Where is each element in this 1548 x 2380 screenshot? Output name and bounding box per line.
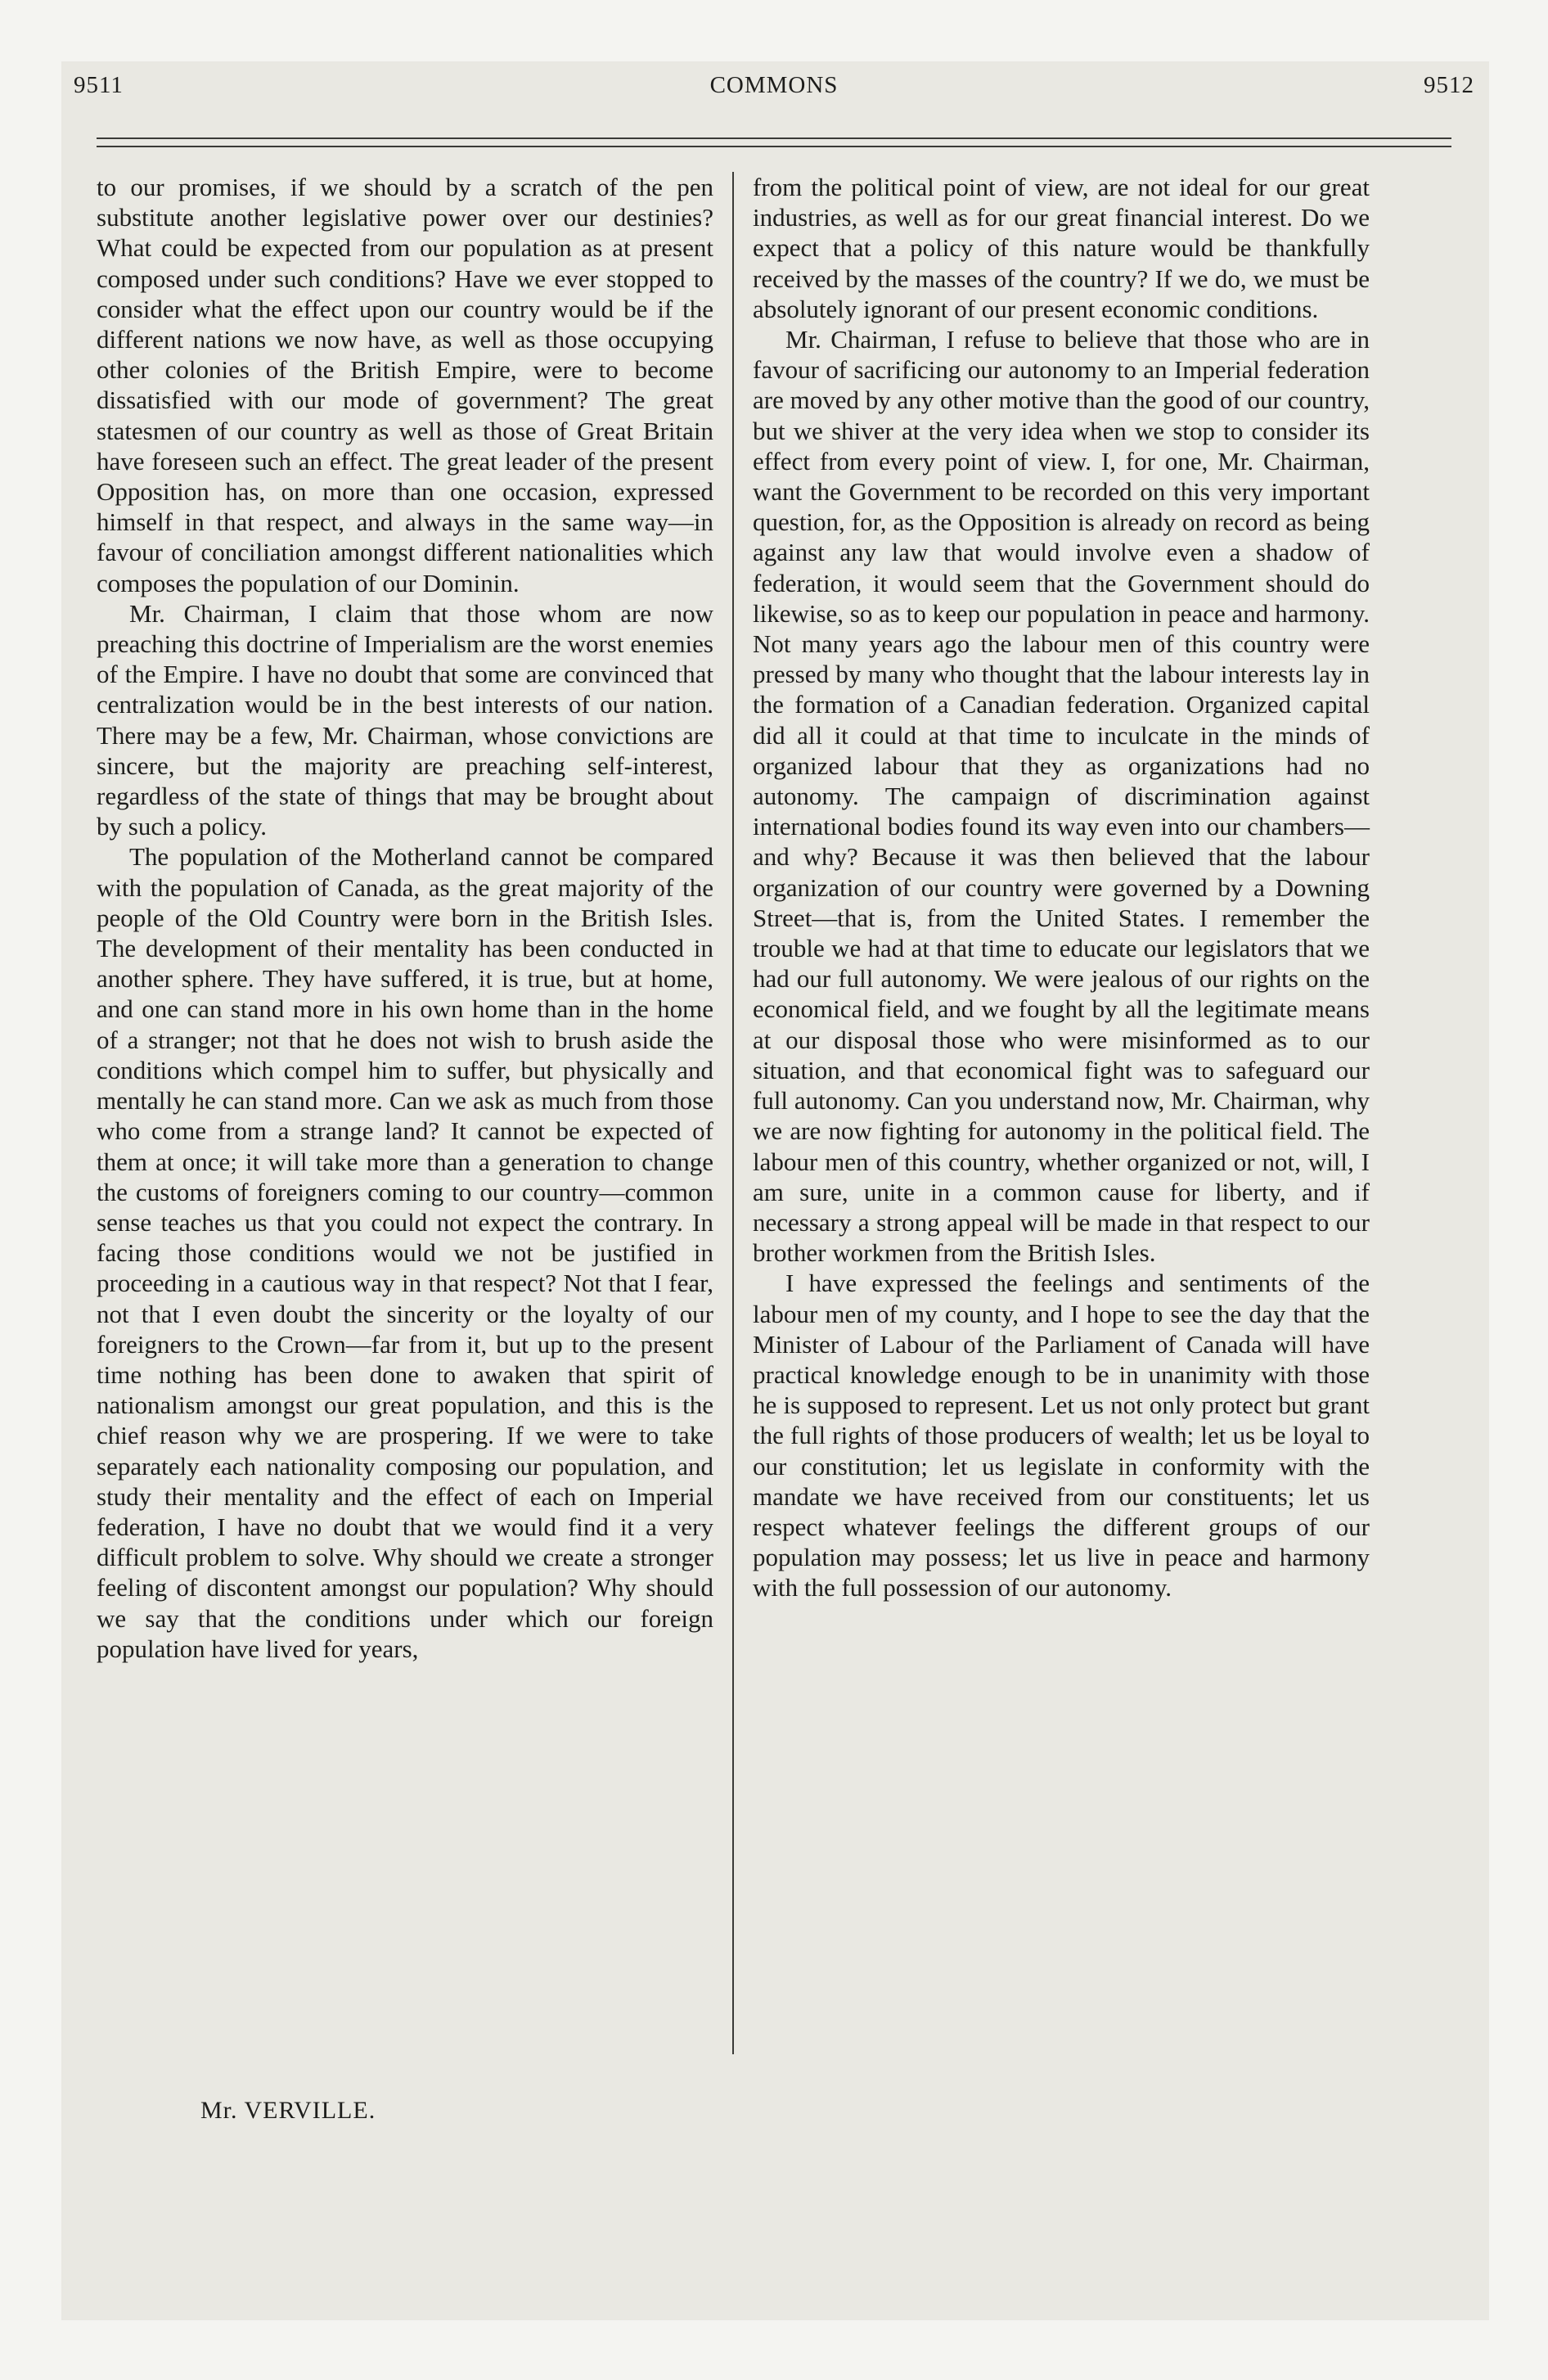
page-number-right: 9512: [1424, 72, 1474, 98]
page-title: COMMONS: [709, 72, 839, 98]
right-paragraph-2: Mr. Chairman, I refuse to believe that those who are in favour of sacrificing our autonomy to an Imperial federation are moved by any other motive than the good of our country, but we shiver at the very idea when we stop to consider its effect from every point of view. I, for one, Mr. Chairman, want the Government to be recorded on this very important question, for, as the Opposition is already on record as being against any law that would involve even a shadow of federation, it would seem that the Government should do likewise, so as to keep our population in peace and harmony. Not many years ago the labour men of this country were pressed by many who thought that the labour interests lay in the formation of a Canadian federation. Organized capital did all it could at that time to inculcate in the minds of organized labour that they as organizations had no autonomy. The campaign of discrimination against international bodies found its way even into our chambers—and why? Because it was then believed that the labour organization of our country were governed by a Downing Street—that is, from the United States. I remember the trouble we had at that time to educate our legislators that we had our full autonomy. We were jealous of our rights on the economical field, and we fought by all the legitimate means at our disposal those who were misinformed as to our situation, and that economical fight was to safeguard our full autonomy. Can you understand now, Mr. Chairman, why we are now fighting for autonomy in the political field. The labour men of this country, whether organized or not, will, I am sure, unite in a common cause for liberty, and if necessary a strong appeal will be made in that respect to our brother workmen from the British Isles.: [753, 325, 1370, 1268]
column-divider: [732, 172, 734, 2054]
page-number-left: 9511: [74, 72, 124, 98]
left-paragraph-3: The population of the Motherland cannot be compared with the population of Canada, as the great majority of the people of the Old Country were born in the British Isles. The development of their mentality has been conducted in another sphere. They have suffered, it is true, but at home, and one can stand more in his own home than in the home of a stranger; not that he does not wish to brush aside the conditions which compel him to suffer, but physically and mentally he can stand more. Can we ask as much from those who come from a strange land? It cannot be expected of them at once; it will take more than a generation to change the customs of foreigners coming to our country—common sense teaches us that you could not expect the contrary. In facing those conditions would we not be justified in proceeding in a cautious way in that respect? Not that I fear, not that I even doubt the sincerity or the loyalty of our foreigners to the Crown—far from it, but up to the present time nothing has been done to awaken that spirit of nationalism amongst our great population, and this is the chief reason why we are prospering. If we were to take separately each nationality composing our population, and study their mentality and the effect of each on Imperial federation, I have no doubt that we would find it a very difficult problem to solve. Why should we create a stronger feeling of discontent amongst our population? Why should we say that the conditions under which our foreign population have lived for years,: [97, 842, 713, 1663]
header-rule-top: [97, 137, 1451, 139]
right-paragraph-1: from the political point of view, are not ideal for our great industries, as well as for our great financial interest. Do we expect that a policy of this nature would be thankfully received by the masses of the country? If we do, we must be absolutely ignorant of our present economic conditions.: [753, 173, 1370, 323]
left-paragraph-2: Mr. Chairman, I claim that those whom are now preaching this doctrine of Imperialism are the worst enemies of the Empire. I have no doubt that some are convinced that centralization would be in the best interests of our nation. There may be a few, Mr. Chairman, whose convictions are sincere, but the majority are preaching self-interest, regardless of the state of things that may be brought about by such a policy.: [97, 598, 713, 841]
speaker-footer: Mr. VERVILLE.: [200, 2097, 376, 2124]
header-rule-bottom: [97, 146, 1451, 147]
right-paragraph-3: I have expressed the feelings and sentiments of the labour men of my county, and I hope to see the day that the Minister of Labour of the Parliament of Canada will have practical knowledge enough to be in unanimity with those he is supposed to represent. Let us not only protect but grant the full rights of those producers of wealth; let us be loyal to our constitution; let us legislate in conformity with the mandate we have received from our constituents; let us respect whatever feelings the different groups of our population may possess; let us live in peace and harmony with the full possession of our autonomy.: [753, 1269, 1370, 1602]
right-column: [753, 172, 1370, 1603]
page-header: [74, 72, 1474, 113]
left-paragraph-1: to our promises, if we should by a scratch of the pen substitute another legislative power over our destinies? What could be expected from our population as at present composed under such conditions? Have we ever stopped to consider what the effect upon our country would be if the different nations we now have, as well as those occupying other colonies of the British Empire, were to become dissatisfied with our mode of government? The great statesmen of our country as well as those of Great Britain have foreseen such an effect. The great leader of the present Opposition has, on more than one occasion, expressed himself in that respect, and always in the same way—in favour of conciliation amongst different nationalities which composes the population of our Dominin.: [97, 173, 713, 597]
left-column: [97, 172, 713, 1664]
